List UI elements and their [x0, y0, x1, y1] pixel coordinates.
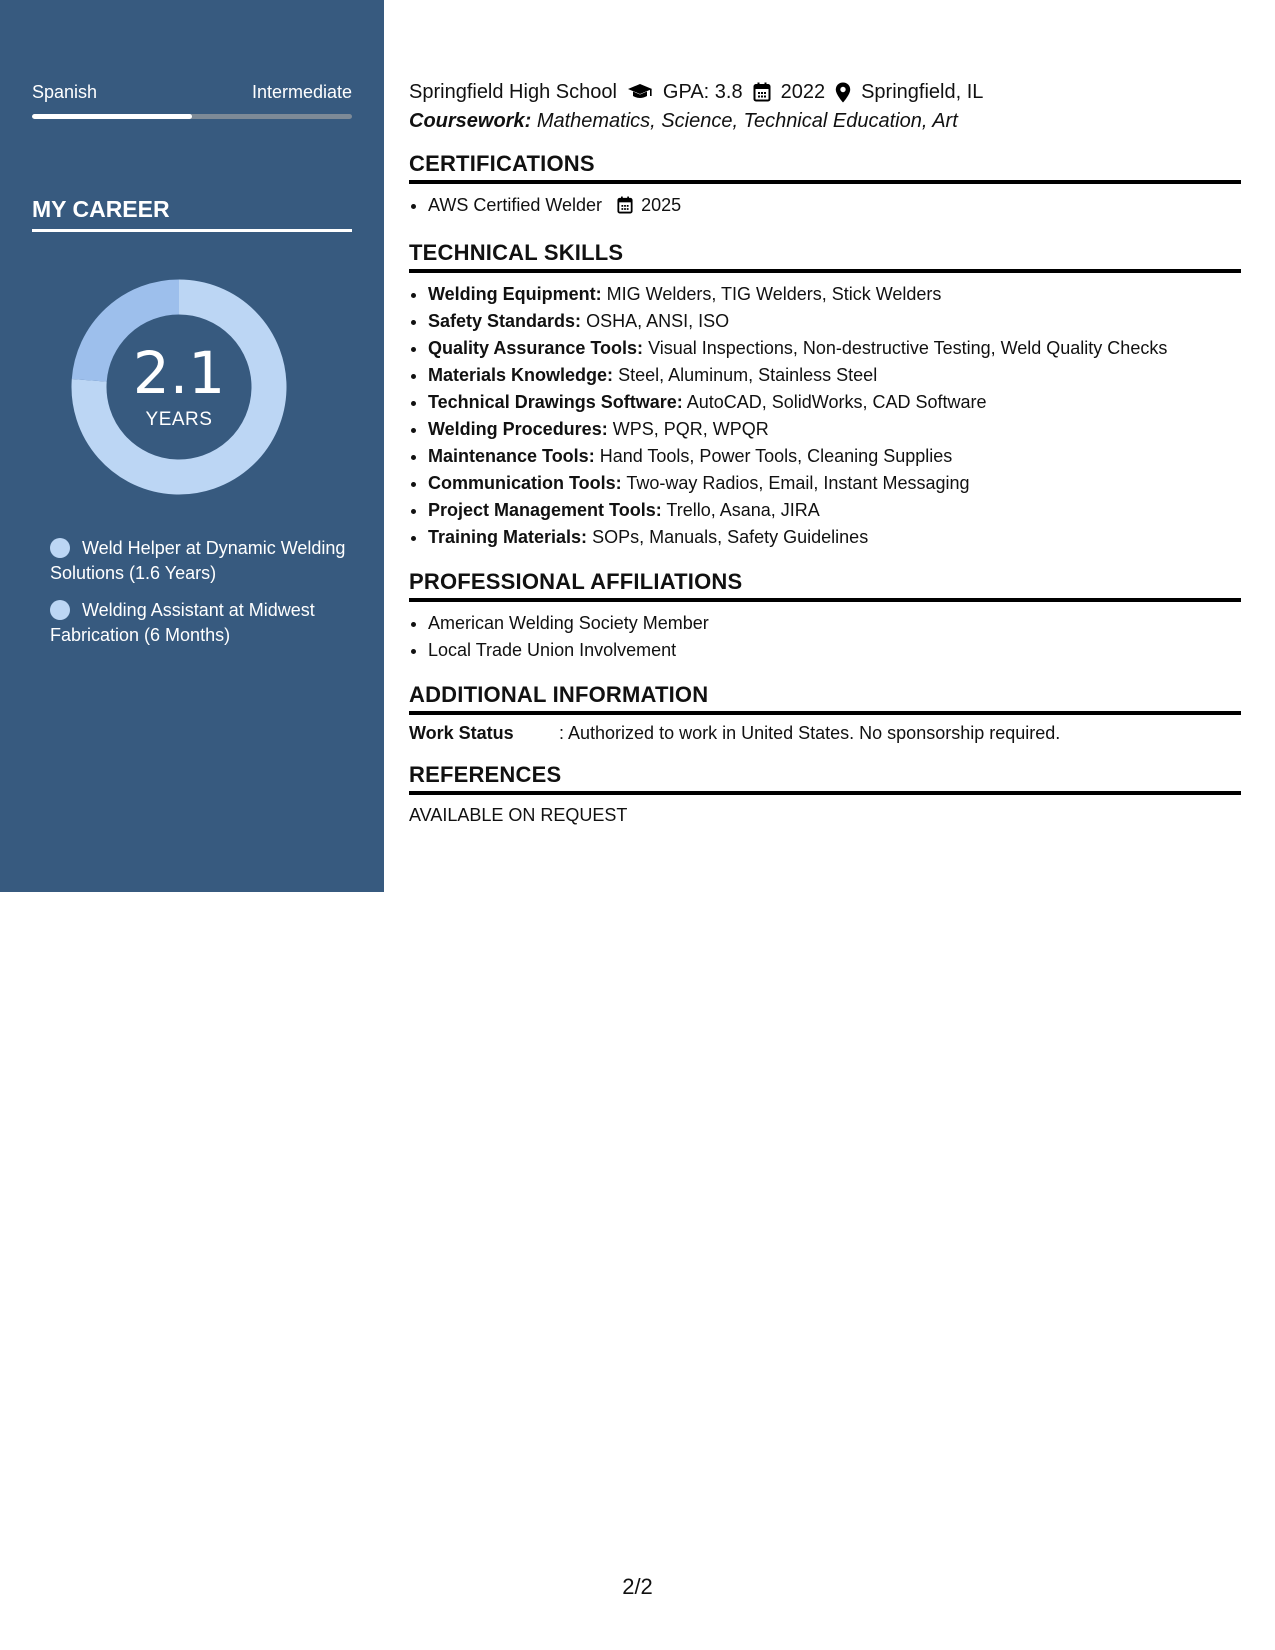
career-item	[50, 536, 360, 586]
certification-item	[428, 192, 1241, 222]
skill-label: Project Management Tools:	[428, 500, 662, 520]
certification-name: AWS Certified Welder	[428, 195, 603, 215]
language-proficiency-fill	[32, 114, 192, 119]
skill-value: Steel, Aluminum, Stainless Steel	[618, 365, 878, 385]
bullet-dot-icon	[50, 600, 70, 620]
page-number: 2/2	[622, 1574, 653, 1599]
skill-item	[428, 308, 1241, 335]
skill-item	[428, 416, 1241, 443]
language-proficiency-bar	[32, 114, 352, 119]
career-list	[50, 536, 360, 660]
skill-item	[428, 443, 1241, 470]
calendar-icon	[753, 82, 771, 102]
bullet-dot-icon	[50, 538, 70, 558]
career-item-label: Welding Assistant at Midwest Fabrication (6 Months)	[50, 600, 315, 645]
career-total-unit: YEARS	[145, 409, 213, 430]
skill-item	[428, 470, 1241, 497]
career-item	[50, 598, 360, 648]
skill-item	[428, 389, 1241, 416]
affiliation-item: • Local Trade Union Involvement	[428, 637, 1241, 664]
skill-label: Technical Drawings Software:	[428, 392, 683, 412]
affiliations-list	[409, 610, 1241, 664]
skill-label: Welding Procedures:	[428, 419, 608, 439]
career-total-years: 2.1	[132, 339, 226, 407]
skill-label: Welding Equipment:	[428, 284, 602, 304]
skill-label: Quality Assurance Tools:	[428, 338, 644, 358]
work-status-label: Work Status	[409, 723, 514, 743]
certification-year: 2025	[641, 195, 682, 215]
certifications-section	[409, 151, 1241, 222]
school-location: Springfield, IL	[861, 80, 984, 103]
references-text: AVAILABLE ON REQUEST	[409, 805, 628, 825]
section-heading: PROFESSIONAL AFFILIATIONS	[409, 569, 1241, 602]
skill-value: OSHA, ANSI, ISO	[586, 311, 730, 331]
coursework-value: Mathematics, Science, Technical Education, Art	[536, 110, 958, 132]
affiliation-item: • American Welding Society Member	[428, 610, 1241, 637]
skill-label: Safety Standards:	[428, 311, 582, 331]
language-name: Spanish	[32, 82, 98, 102]
coursework	[409, 110, 1241, 133]
skill-item	[428, 281, 1241, 308]
skill-value: Visual Inspections, Non-destructive Testing, Weld Quality Checks	[648, 338, 1168, 358]
certifications-list	[409, 192, 1241, 222]
skill-value: SOPs, Manuals, Safety Guidelines	[592, 527, 869, 547]
skill-item	[428, 497, 1241, 524]
section-heading: REFERENCES	[409, 762, 1241, 795]
language-level: Intermediate	[251, 82, 352, 102]
skill-value: WPS, PQR, WPQR	[612, 419, 769, 439]
skill-label: Communication Tools:	[428, 473, 622, 493]
skill-value: MIG Welders, TIG Welders, Stick Welders	[606, 284, 942, 304]
language-row	[32, 82, 352, 103]
skill-label: Materials Knowledge:	[428, 365, 614, 385]
skill-value: Trello, Asana, JIRA	[666, 500, 820, 520]
skill-item	[428, 335, 1241, 362]
sidebar	[0, 0, 384, 892]
graduation-cap-icon	[627, 83, 653, 101]
calendar-icon	[617, 195, 633, 222]
technical-skills-list	[409, 281, 1241, 551]
school-name: Springfield High School	[409, 80, 617, 103]
career-item-label: Weld Helper at Dynamic Welding Solutions (1.6 Years)	[50, 538, 346, 583]
work-status-row	[409, 723, 1241, 744]
section-heading: CERTIFICATIONS	[409, 151, 1241, 184]
main-content	[409, 78, 1241, 826]
technical-skills-section	[409, 240, 1241, 551]
skill-value: Two-way Radios, Email, Instant Messaging	[626, 473, 970, 493]
education-line	[409, 78, 1241, 106]
skill-value: Hand Tools, Power Tools, Cleaning Supplies	[599, 446, 953, 466]
references-section	[409, 762, 1241, 826]
skill-value: AutoCAD, SolidWorks, CAD Software	[686, 392, 987, 412]
skill-item	[428, 524, 1241, 551]
coursework-label: Coursework:	[409, 110, 532, 132]
section-heading: TECHNICAL SKILLS	[409, 240, 1241, 273]
affiliations-section	[409, 569, 1241, 664]
additional-information-section	[409, 682, 1241, 744]
skill-item	[428, 362, 1241, 389]
career-section-title: MY CAREER	[32, 196, 352, 232]
graduation-year: 2022	[780, 80, 826, 103]
skill-label: Training Materials:	[428, 527, 588, 547]
skill-label: Maintenance Tools:	[428, 446, 595, 466]
gpa: GPA: 3.8	[662, 80, 743, 103]
section-heading: ADDITIONAL INFORMATION	[409, 682, 1241, 715]
location-pin-icon	[835, 82, 851, 103]
work-status-value: : Authorized to work in United States. No sponsorship required.	[559, 723, 1061, 743]
